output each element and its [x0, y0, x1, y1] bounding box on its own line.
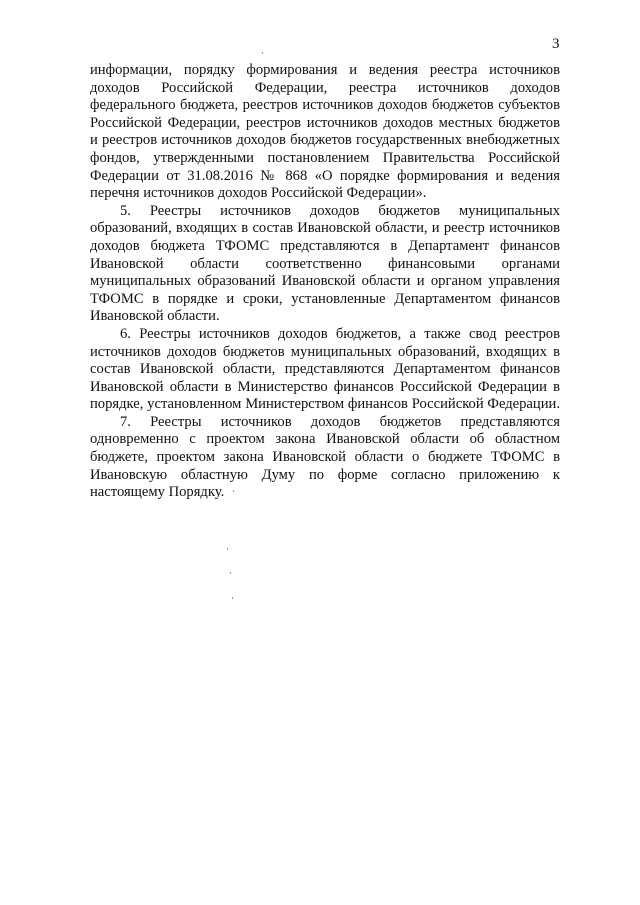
text-line: информации, порядку формирования и ведения реестра источников	[90, 62, 560, 78]
text-line: Российской Федерации, реестров источников доходов местных бюджетов	[90, 114, 560, 131]
text-line: 7. Реестры источников доходов бюджетов представляются	[120, 413, 560, 430]
text-line: Ивановской области.	[90, 308, 220, 325]
text-line: и реестров источников доходов бюджетов государственных внебюджетных	[90, 132, 560, 149]
text-line: Ивановскую областную Думу по форме согласно приложению к	[90, 466, 560, 483]
text-line: порядке, установленном Министерством финансов Российской Федерации.	[90, 396, 560, 413]
paragraph-item-5	[90, 203, 560, 326]
text-line: Федерации от 31.08.2016 № 868 «О порядке формирования и ведения	[90, 167, 560, 184]
paragraph-item-6	[90, 326, 560, 414]
document-body	[90, 62, 560, 502]
text-line: муниципальных образований Ивановской области и органом управления	[90, 273, 560, 290]
text-line: доходов бюджета ТФОМС представляются в Департамент финансов	[90, 237, 560, 254]
text-line: источников доходов бюджетов муниципальных образований, входящих в	[90, 343, 560, 360]
text-line: фондов, утвержденными постановлением Правительства Российской	[90, 149, 560, 166]
text-line: Ивановской области соответственно финансовыми органами	[90, 255, 560, 272]
page-number: 3	[552, 36, 560, 52]
scan-speck	[233, 490, 234, 492]
paragraph-item-7	[90, 414, 560, 502]
scan-speck	[232, 597, 233, 599]
text-line: 5. Реестры источников доходов бюджетов муниципальных	[120, 202, 560, 219]
text-line: бюджете, проектом закона Ивановской области о бюджете ТФОМС в	[90, 449, 560, 466]
text-line: одновременно с проектом закона Ивановской области об областном	[90, 431, 560, 448]
text-line: перечня источников доходов Российской Федерации».	[90, 185, 427, 202]
scan-speck	[262, 52, 263, 54]
scan-speck	[227, 548, 228, 550]
scan-speck	[230, 572, 231, 574]
text-line: состав Ивановской области, представляются Департаментом финансов	[90, 361, 560, 378]
text-line: федерального бюджета, реестров источников доходов бюджетов субъектов	[90, 97, 560, 114]
text-line: 6. Реестры источников доходов бюджетов, а также свод реестров	[120, 325, 560, 342]
text-line: Ивановской области в Министерство финансов Российской Федерации в	[90, 378, 560, 395]
paragraph-continuation	[90, 62, 560, 203]
text-line: образований, входящих в состав Ивановской области, и реестр источников	[90, 220, 560, 237]
text-line: настоящему Порядку.	[90, 484, 225, 501]
text-line: доходов Российской Федерации, реестра источников доходов	[90, 79, 560, 96]
text-line: ТФОМС в порядке и сроки, установленные Департаментом финансов	[90, 290, 560, 307]
